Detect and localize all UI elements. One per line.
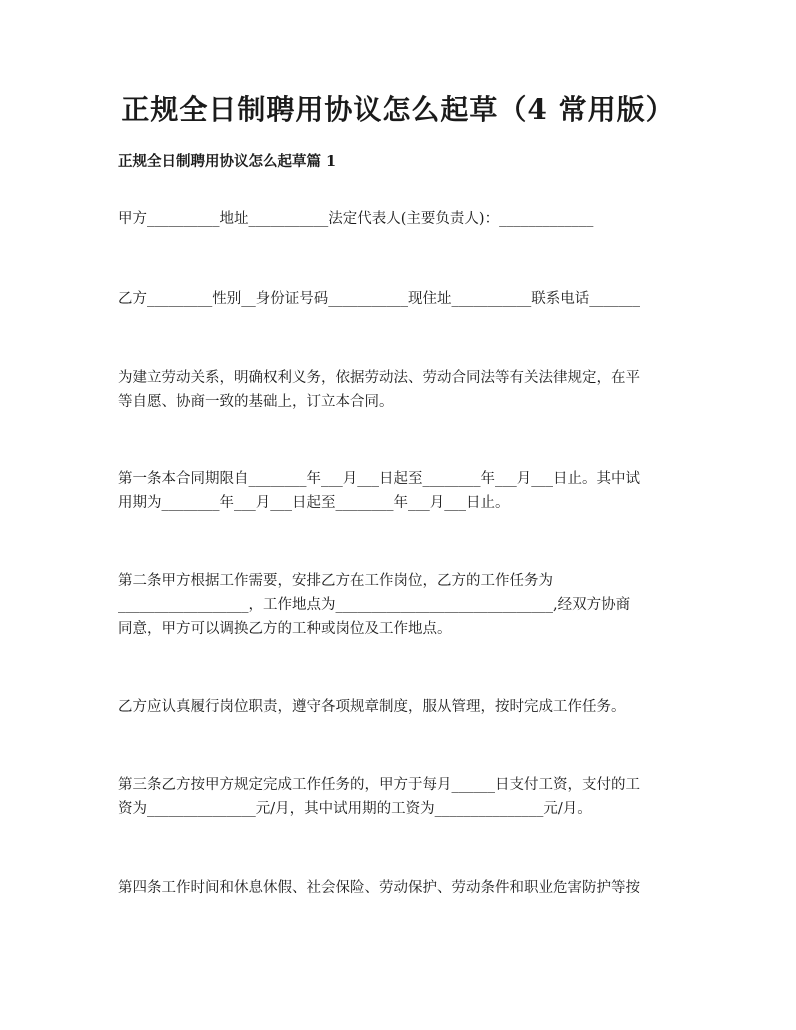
paragraph-article-1 — [118, 467, 684, 515]
text-line: __________________，工作地点为______________________________,经双方协商 — [118, 597, 631, 613]
paragraph-article-2 — [118, 569, 684, 641]
text-line: 第四条工作时间和休息休假、社会保险、劳动保护、劳动条件和职业危害防护等按 — [118, 880, 640, 896]
paragraph-article-3 — [118, 773, 684, 821]
text-line: 为建立劳动关系，明确权利义务，依据劳动法、劳动合同法等有关法律规定，在平 — [118, 370, 640, 386]
text-line: 等自愿、协商一致的基础上，订立本合同。 — [118, 394, 394, 410]
text-line: 第三条乙方按甲方规定完成工作任务的，甲方于每月______日支付工资，支付的工 — [118, 777, 640, 793]
section-heading: 正规全日制聘用协议怎么起草篇 1 — [118, 153, 337, 170]
paragraph-party-a — [118, 207, 684, 231]
document-title: 正规全日制聘用协议怎么起草（4 常用版） — [121, 93, 675, 126]
paragraph-duties — [118, 695, 684, 719]
paragraph-party-b — [118, 287, 684, 311]
text-line: 用期为________年___月___日起至________年___月___日止。 — [118, 495, 510, 511]
text-line: 第一条本合同期限自________年___月___日起至________年___月___日止。其中试 — [118, 471, 640, 487]
text-line: 资为_______________元/月，其中试用期的工资为_______________元/月。 — [118, 801, 592, 817]
paragraph-preamble — [118, 366, 684, 414]
text-line: 乙方_________性别__身份证号码___________现住址___________联系电话_______ — [118, 291, 640, 307]
paragraph-article-4 — [118, 876, 684, 900]
text-line: 乙方应认真履行岗位职责，遵守各项规章制度，服从管理，按时完成工作任务。 — [118, 699, 626, 715]
text-line: 同意，甲方可以调换乙方的工种或岗位及工作地点。 — [118, 621, 452, 637]
text-line: 甲方__________地址___________法定代表人(主要负责人)：_____________ — [118, 211, 594, 227]
text-line: 第二条甲方根据工作需要，安排乙方在工作岗位，乙方的工作任务为 — [118, 573, 553, 589]
